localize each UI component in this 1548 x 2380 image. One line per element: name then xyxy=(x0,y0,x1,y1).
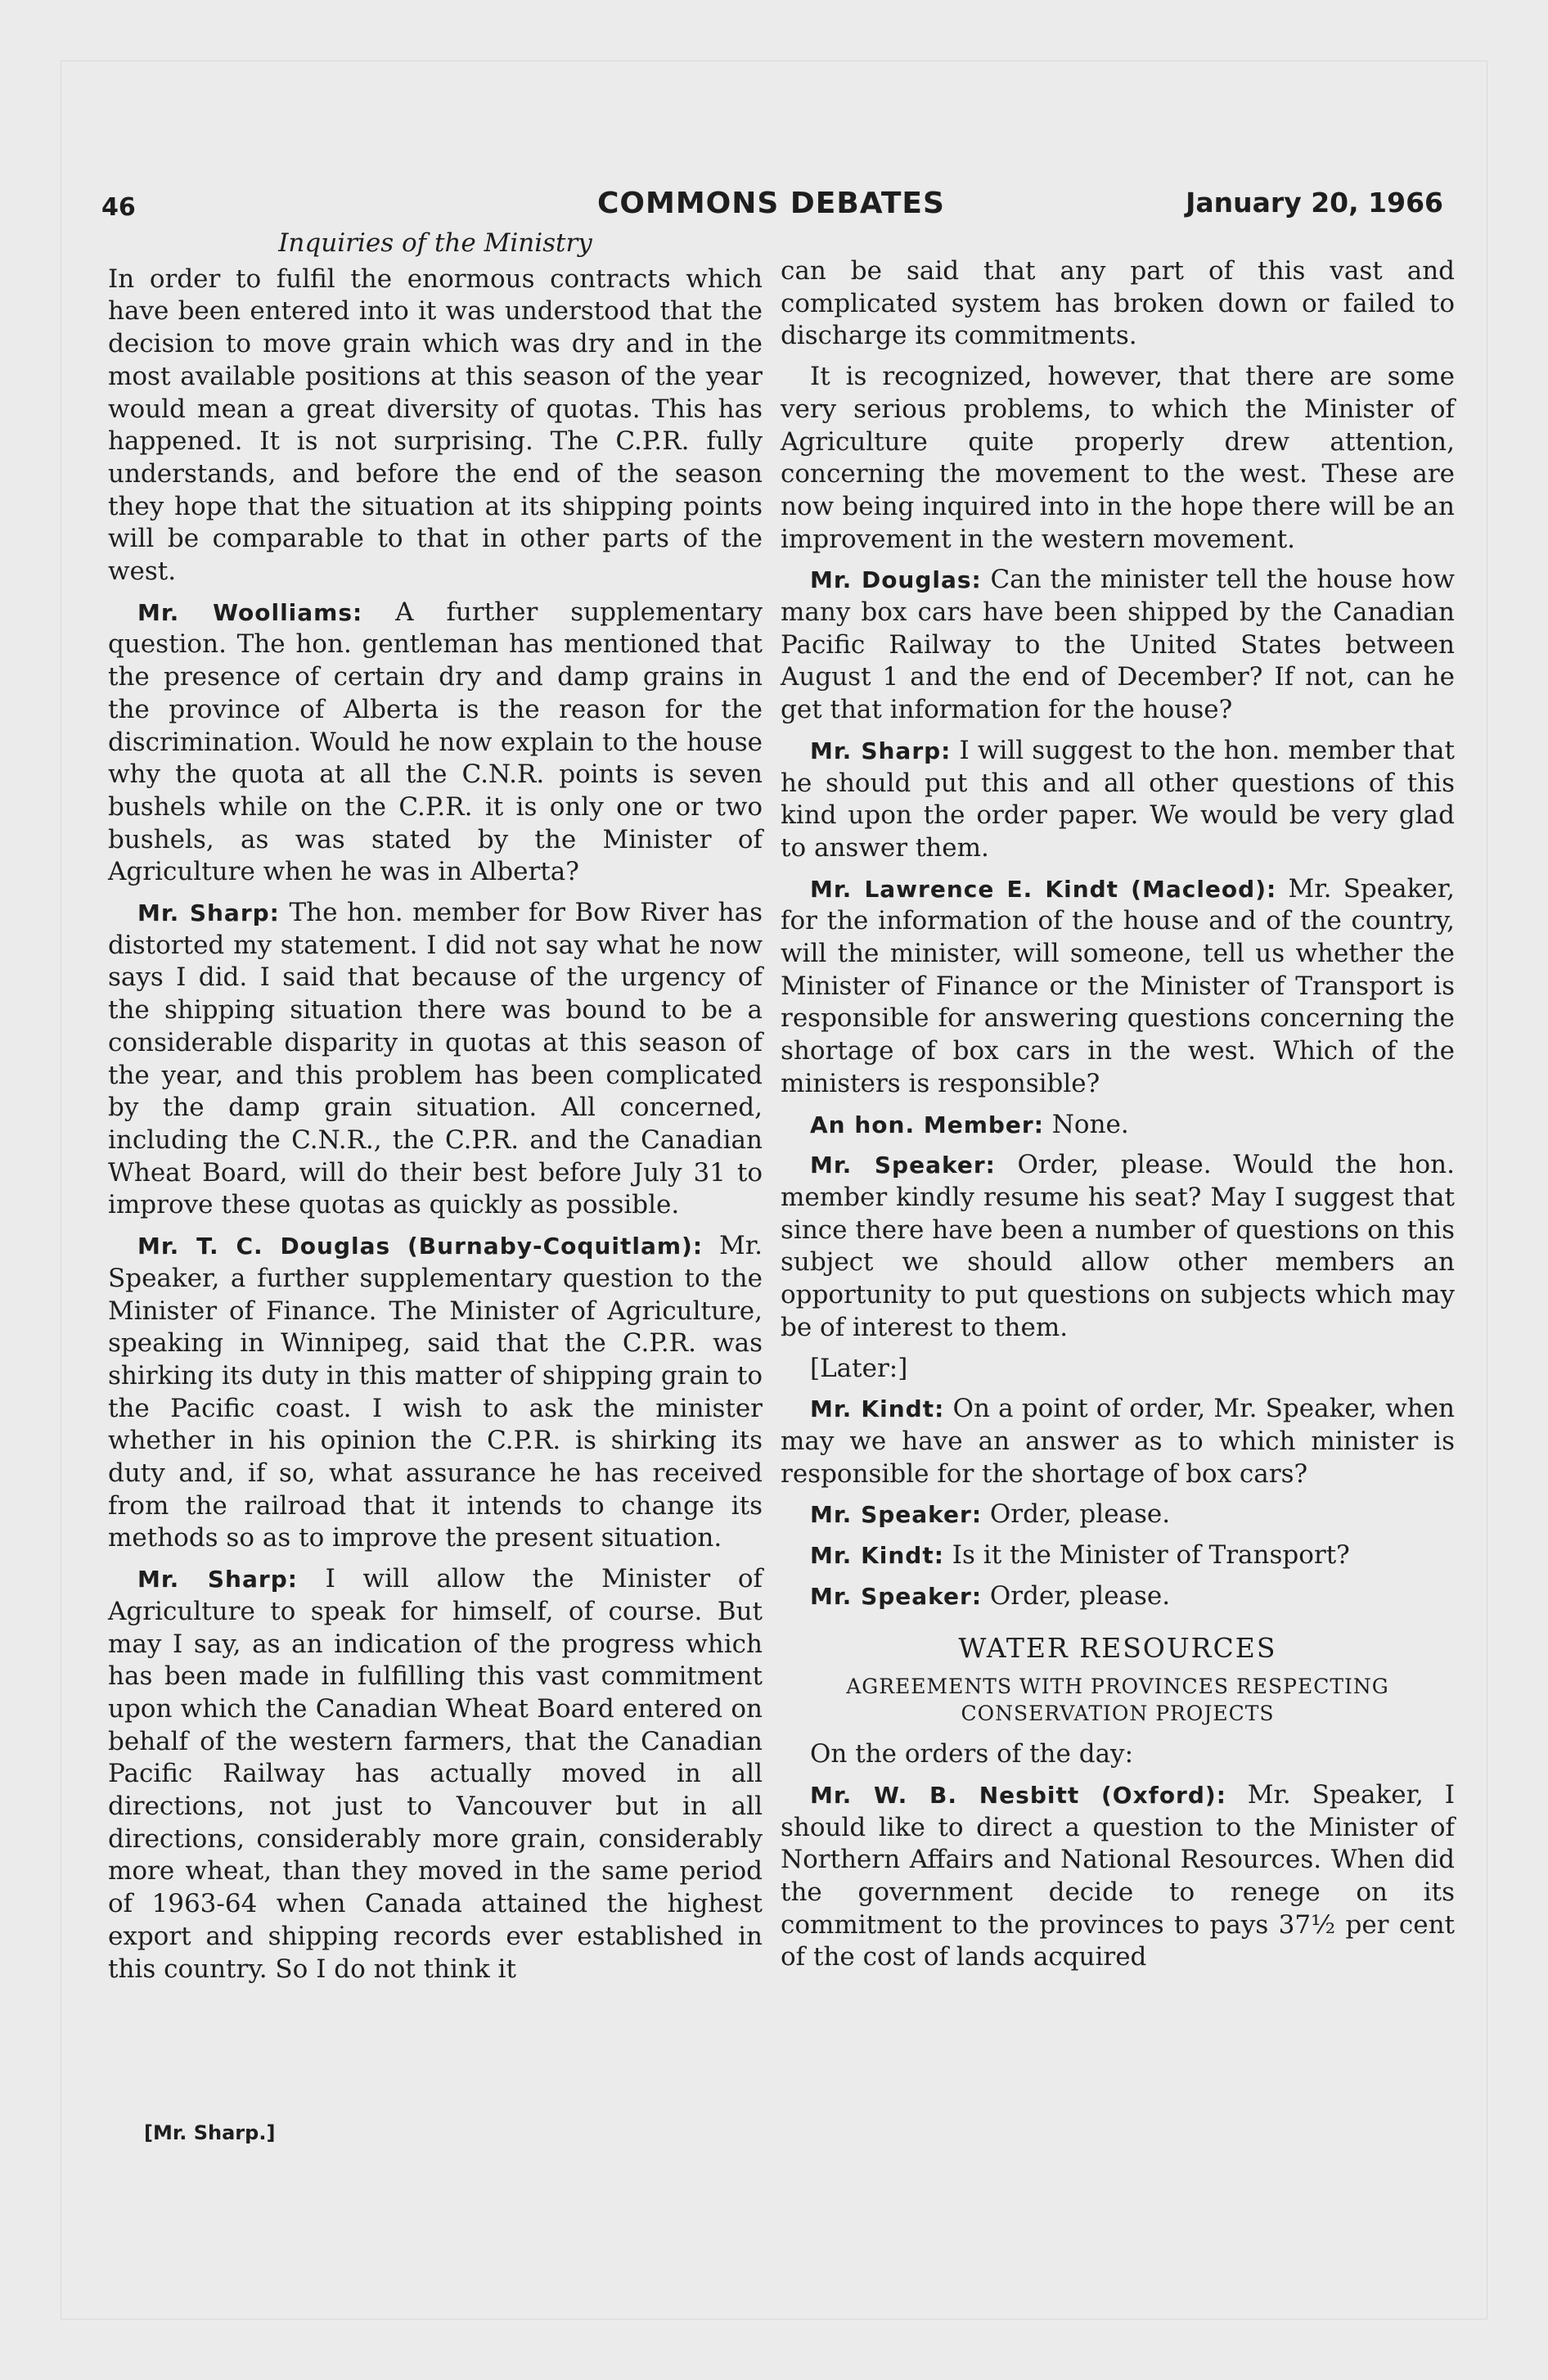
speaker-name: Mr. Douglas: xyxy=(810,566,982,594)
right-paragraphs-top xyxy=(781,255,1455,1612)
speech-paragraph xyxy=(781,1738,1455,1771)
speech-paragraph xyxy=(781,735,1455,865)
speaker-name: Mr. Kindt: xyxy=(810,1395,945,1423)
speech-text: Order, please. xyxy=(989,1499,1171,1530)
speaker-name: Mr. Sharp: xyxy=(137,1566,298,1593)
page-number: 46 xyxy=(101,193,136,222)
speaker-name: Mr. T. C. Douglas (Burnaby-Coquitlam): xyxy=(137,1233,704,1260)
speech-paragraph xyxy=(781,1499,1455,1531)
speech-paragraph xyxy=(781,361,1455,556)
speaker-name: Mr. Sharp: xyxy=(137,899,280,927)
speech-paragraph xyxy=(108,264,763,588)
speech-text: Can the minister tell the house how many box cars have been shipped by the Canadian Pacific Railway to the United States between August 1 and the end of December? If not, can he get that information for the house? xyxy=(781,565,1456,725)
speech-text: Mr. Speaker, for the information of the house and of the country, will the minister, will someone, tell us whether the Minister of Finance or the Minister of Transport is responsible for answering questions concerning the shortage of box cars in the west. Which of the ministers is responsible? xyxy=(781,873,1456,1098)
section-subhead: Inquiries of the Ministry xyxy=(278,228,592,258)
speech-text: [Later:] xyxy=(810,1353,908,1383)
speech-paragraph xyxy=(781,873,1455,1101)
speech-text: I will suggest to the hon. member that he should put this and all other questions of this kind upon the order paper. We would be very glad to answer them. xyxy=(781,735,1455,863)
speech-text: None. xyxy=(1051,1109,1129,1139)
speech-paragraph xyxy=(781,1149,1455,1344)
right-column xyxy=(781,255,1455,1982)
speech-text: Is it the Minister of Transport? xyxy=(952,1540,1350,1571)
left-column xyxy=(108,228,763,1994)
speech-paragraph xyxy=(781,1779,1455,1974)
section-subheading: AGREEMENTS WITH PROVINCES RESPECTING CONSERVATION PROJECTS xyxy=(846,1675,1389,1726)
speaker-name: Mr. Speaker: xyxy=(810,1582,983,1610)
speech-text: Order, please. xyxy=(989,1580,1171,1611)
speech-paragraph xyxy=(781,1393,1455,1490)
speech-paragraph xyxy=(781,564,1455,727)
speech-text: On a point of order, Mr. Speaker, when may we have an answer as to which minister is responsible for the shortage of box cars? xyxy=(781,1394,1456,1489)
speech-paragraph xyxy=(108,1230,763,1555)
speaker-name: Mr. W. B. Nesbitt (Oxford): xyxy=(810,1781,1226,1809)
speaker-name: Mr. Speaker: xyxy=(810,1152,996,1179)
left-paragraphs xyxy=(108,264,763,1986)
speaker-name: Mr. Lawrence E. Kindt (Macleod): xyxy=(810,875,1277,903)
footer-speaker-note: [Mr. Sharp.] xyxy=(144,2121,276,2144)
speech-paragraph xyxy=(781,1539,1455,1572)
speech-text: I will allow the Minister of Agriculture to speak for himself, of course. But may I say, as an indication of the progress which has been made in fulfilling this vast commitment upon which the Canadian Wheat Board entered on behalf of the western farmers, that the Canadian Pacific Railway has actually moved in all directions, not just to Vancouver but in all directions, considerably more grain, considerably more wheat, than they moved in the same period of 1963-64 when Canada attained the highest export and shipping records ever established in this country. So I do not think it xyxy=(108,1564,763,1984)
speech-text: can be said that any part of this vast and complicated system has broken down or failed to discharge its commitments. xyxy=(781,256,1455,351)
speech-text: On the orders of the day: xyxy=(810,1739,1134,1769)
speech-paragraph xyxy=(781,255,1455,353)
speech-text: It is recognized, however, that there are some very serious problems, to which the Minister of Agriculture quite properly drew attention, concerning the movement to the west. These are now being inquired into in the hope there will be an improvement in the western movement. xyxy=(781,362,1455,554)
speech-paragraph xyxy=(108,597,763,889)
section-heading: WATER RESOURCES xyxy=(958,1632,1277,1665)
speaker-name: Mr. Sharp: xyxy=(810,737,952,764)
speaker-name: Mr. Speaker: xyxy=(810,1501,983,1529)
speech-paragraph xyxy=(108,1563,763,1986)
speech-text: In order to fulfil the enormous contracts which have been entered into it was understood that the decision to move grain which was dry and in the most available positions at this season of the year would mean a great diversity of quotas. This has happened. It is not surprising. The C.P.R. fully understands, and before the end of the season they hope that the situation at its shipping points will be comparable to that in other parts of the west. xyxy=(108,264,763,587)
speech-text: A further supplementary question. The hon. gentleman has mentioned that the presence of certain dry and damp grains in the province of Alberta is the reason for the discrimination. Would he now explain to the house why the quota at all the C.N.R. points is seven bushels while on the C.P.R. it is only one or two bushels, as was stated by the Minister of Agriculture when he was in Alberta? xyxy=(108,597,763,887)
speech-text: Mr. Speaker, a further supplementary question to the Minister of Finance. The Minister of Agriculture, speaking in Winnipeg, said that the C.P.R. was shirking its duty in this matter of shipping grain to the Pacific coast. I wish to ask the minister whether in his opinion the C.P.R. is shirking its duty and, if so, what assurance he has received from the railroad that it intends to change its methods so as to improve the present situation. xyxy=(108,1231,763,1553)
speech-text: The hon. member for Bow River has distorted my statement. I did not say what he now says I did. I said that because of the urgency of the shipping situation there was bound to be a considerable disparity in quotas at this season of the year, and this problem has been complicated by the damp grain situation. All concerned, including the C.N.R., the C.P.R. and the Canadian Wheat Board, will do their best before July 31 to improve these quotas as quickly as possible. xyxy=(108,898,763,1220)
page-header xyxy=(101,187,1443,228)
speech-paragraph xyxy=(781,1353,1455,1386)
right-paragraphs-bottom xyxy=(781,1738,1455,1974)
issue-date: January 20, 1966 xyxy=(1186,187,1443,219)
speech-paragraph xyxy=(781,1109,1455,1142)
speaker-name: An hon. Member: xyxy=(810,1111,1044,1138)
speech-paragraph xyxy=(108,897,763,1222)
speech-paragraph xyxy=(781,1580,1455,1613)
speech-text: Mr. Speaker, I should like to direct a question to the Minister of Northern Affairs and National Resources. When did the government decide to renege on its commitment to the provinces to pays 37½ per cent of the cost of lands acquired xyxy=(781,1779,1455,1972)
speaker-name: Mr. Kindt: xyxy=(810,1542,944,1570)
speech-text: Order, please. Would the hon. member kindly resume his seat? May I suggest that since there have been a number of questions on this subject we should allow other members an opportunity to put questions on subjects which may be of interest to them. xyxy=(781,1150,1456,1342)
running-title: COMMONS DEBATES xyxy=(597,187,945,220)
speaker-name: Mr. Woolliams: xyxy=(137,598,363,626)
